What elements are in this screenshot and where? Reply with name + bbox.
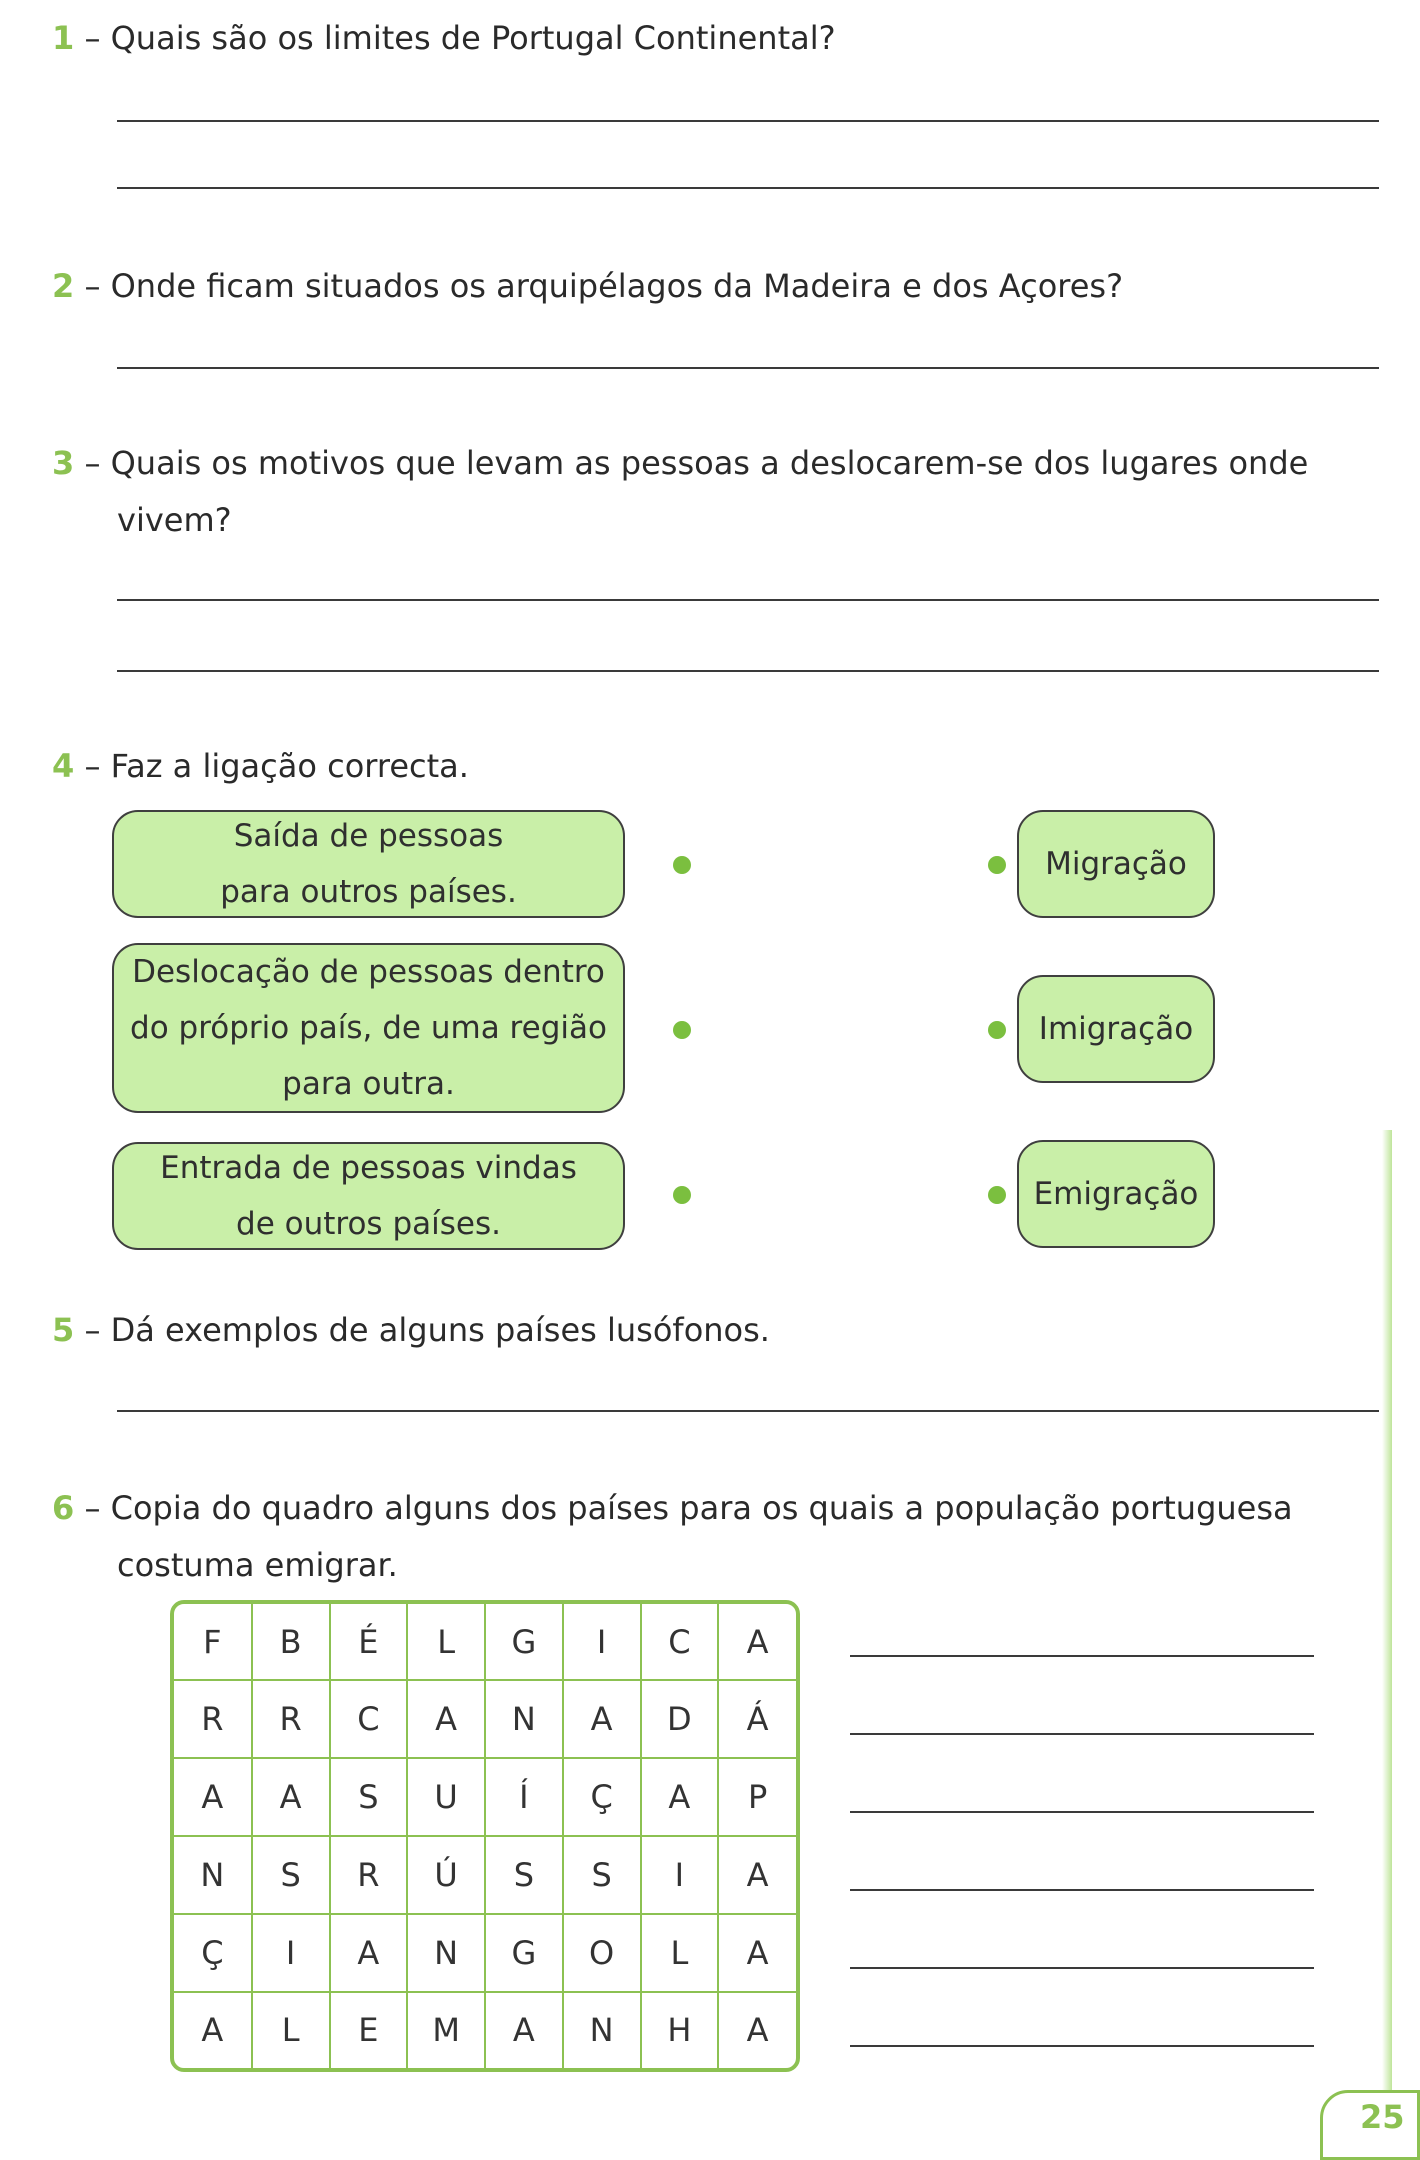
grid-cell[interactable]: R — [174, 1680, 252, 1758]
grid-row — [174, 1604, 796, 1680]
connector-dot-left-3[interactable] — [673, 1186, 691, 1204]
definition-box-2 — [112, 943, 625, 1113]
grid-cell[interactable]: C — [641, 1604, 719, 1680]
question-5 — [52, 1302, 770, 1358]
grid-row — [174, 1836, 796, 1914]
grid-cell[interactable]: Ú — [407, 1836, 485, 1914]
grid-cell[interactable]: A — [641, 1758, 719, 1836]
grid-cell[interactable]: N — [174, 1836, 252, 1914]
grid-cell[interactable]: R — [252, 1680, 330, 1758]
grid-cell[interactable]: R — [330, 1836, 408, 1914]
grid-cell[interactable]: L — [407, 1604, 485, 1680]
grid-row — [174, 1992, 796, 2068]
country-answer-line[interactable] — [850, 1733, 1314, 1735]
grid-cell[interactable]: I — [563, 1604, 641, 1680]
question-number: 6 — [52, 1489, 75, 1527]
grid-cell[interactable]: S — [485, 1836, 563, 1914]
question-number: 4 — [52, 747, 75, 785]
country-answer-line[interactable] — [850, 1655, 1314, 1657]
term-box-migracao — [1017, 810, 1215, 918]
question-number: 3 — [52, 444, 75, 482]
term-box-emigracao — [1017, 1140, 1215, 1248]
definition-box-3 — [112, 1142, 625, 1250]
grid-cell[interactable]: A — [252, 1758, 330, 1836]
grid-cell[interactable]: F — [174, 1604, 252, 1680]
answer-line[interactable] — [117, 599, 1379, 601]
grid-cell[interactable]: A — [174, 1758, 252, 1836]
page-number: 25 — [1360, 2098, 1405, 2136]
grid-row — [174, 1914, 796, 1992]
connector-dot-right-3[interactable] — [988, 1186, 1006, 1204]
grid-cell[interactable]: G — [485, 1604, 563, 1680]
definition-line: de outros países. — [236, 1206, 501, 1242]
question-1 — [52, 10, 836, 66]
grid-cell[interactable]: A — [718, 1992, 796, 2068]
definition-line: Entrada de pessoas vindas — [160, 1150, 577, 1186]
question-text: – Faz a ligação correcta. — [74, 747, 469, 785]
grid-cell[interactable]: Ç — [174, 1914, 252, 1992]
grid-cell[interactable]: É — [330, 1604, 408, 1680]
question-2 — [52, 258, 1123, 314]
question-3-continuation — [117, 492, 232, 548]
definition-line: Deslocação de pessoas dentro — [132, 954, 605, 990]
connector-dot-left-2[interactable] — [673, 1021, 691, 1039]
connector-dot-right-2[interactable] — [988, 1021, 1006, 1039]
grid-cell[interactable]: B — [252, 1604, 330, 1680]
question-number: 1 — [52, 19, 75, 57]
term-label: Migração — [1045, 846, 1187, 882]
answer-line[interactable] — [117, 670, 1379, 672]
page-edge-accent — [1382, 1130, 1392, 2090]
grid-cell[interactable]: A — [330, 1914, 408, 1992]
grid-row — [174, 1680, 796, 1758]
grid-cell[interactable]: H — [641, 1992, 719, 2068]
word-search-grid — [170, 1600, 800, 2072]
question-text: – Onde ficam situados os arquipélagos da Madeira e dos Açores? — [74, 267, 1124, 305]
definition-line: Saída de pessoas — [233, 818, 504, 854]
grid-cell[interactable]: A — [718, 1836, 796, 1914]
grid-cell[interactable]: N — [485, 1680, 563, 1758]
grid-cell[interactable]: O — [563, 1914, 641, 1992]
grid-cell[interactable]: M — [407, 1992, 485, 2068]
grid-cell[interactable]: N — [563, 1992, 641, 2068]
country-answer-line[interactable] — [850, 2045, 1314, 2047]
grid-cell[interactable]: S — [563, 1836, 641, 1914]
question-text: – Dá exemplos de alguns países lusófonos. — [74, 1311, 770, 1349]
grid-cell[interactable]: C — [330, 1680, 408, 1758]
grid-cell[interactable]: Ç — [563, 1758, 641, 1836]
grid-cell[interactable]: S — [330, 1758, 408, 1836]
country-answer-line[interactable] — [850, 1967, 1314, 1969]
question-number: 5 — [52, 1311, 75, 1349]
definition-line: para outra. — [282, 1066, 455, 1102]
grid-cell[interactable]: I — [641, 1836, 719, 1914]
grid-cell[interactable]: A — [407, 1680, 485, 1758]
grid-cell[interactable]: A — [718, 1604, 796, 1680]
grid-row — [174, 1758, 796, 1836]
question-number: 2 — [52, 267, 75, 305]
grid-cell[interactable]: I — [252, 1914, 330, 1992]
grid-cell[interactable]: N — [407, 1914, 485, 1992]
definition-box-1 — [112, 810, 625, 918]
answer-line[interactable] — [117, 1410, 1379, 1412]
grid-cell[interactable]: A — [563, 1680, 641, 1758]
definition-line: do próprio país, de uma região — [130, 1010, 607, 1046]
grid-cell[interactable]: Í — [485, 1758, 563, 1836]
connector-dot-right-1[interactable] — [988, 856, 1006, 874]
question-text: – Quais são os limites de Portugal Continental? — [74, 19, 836, 57]
grid-cell[interactable]: D — [641, 1680, 719, 1758]
grid-cell[interactable]: G — [485, 1914, 563, 1992]
term-label: Imigração — [1038, 1011, 1194, 1047]
question-3 — [52, 435, 1308, 491]
grid-cell[interactable]: S — [252, 1836, 330, 1914]
answer-line[interactable] — [117, 120, 1379, 122]
country-answer-line[interactable] — [850, 1889, 1314, 1891]
answer-line[interactable] — [117, 367, 1379, 369]
definition-line: para outros países. — [220, 874, 517, 910]
question-text-continued: costuma emigrar. — [117, 1546, 398, 1584]
question-4 — [52, 738, 469, 794]
grid-cell[interactable]: E — [330, 1992, 408, 2068]
question-text-continued: vivem? — [117, 501, 232, 539]
grid-cell[interactable]: Á — [718, 1680, 796, 1758]
question-text: – Copia do quadro alguns dos países para os quais a população portuguesa — [74, 1489, 1293, 1527]
question-text: – Quais os motivos que levam as pessoas a deslocarem-se dos lugares onde — [74, 444, 1309, 482]
grid-cell[interactable]: A — [485, 1992, 563, 2068]
grid-cell[interactable]: A — [718, 1914, 796, 1992]
country-answer-line[interactable] — [850, 1811, 1314, 1813]
grid-cell[interactable]: U — [407, 1758, 485, 1836]
connector-dot-left-1[interactable] — [673, 856, 691, 874]
grid-cell[interactable]: A — [174, 1992, 252, 2068]
question-6 — [52, 1480, 1293, 1536]
question-6-continuation — [117, 1537, 398, 1593]
grid-cell[interactable]: L — [641, 1914, 719, 1992]
grid-cell[interactable]: P — [718, 1758, 796, 1836]
answer-line[interactable] — [117, 187, 1379, 189]
term-box-imigracao — [1017, 975, 1215, 1083]
grid-cell[interactable]: L — [252, 1992, 330, 2068]
term-label: Emigração — [1033, 1176, 1199, 1212]
